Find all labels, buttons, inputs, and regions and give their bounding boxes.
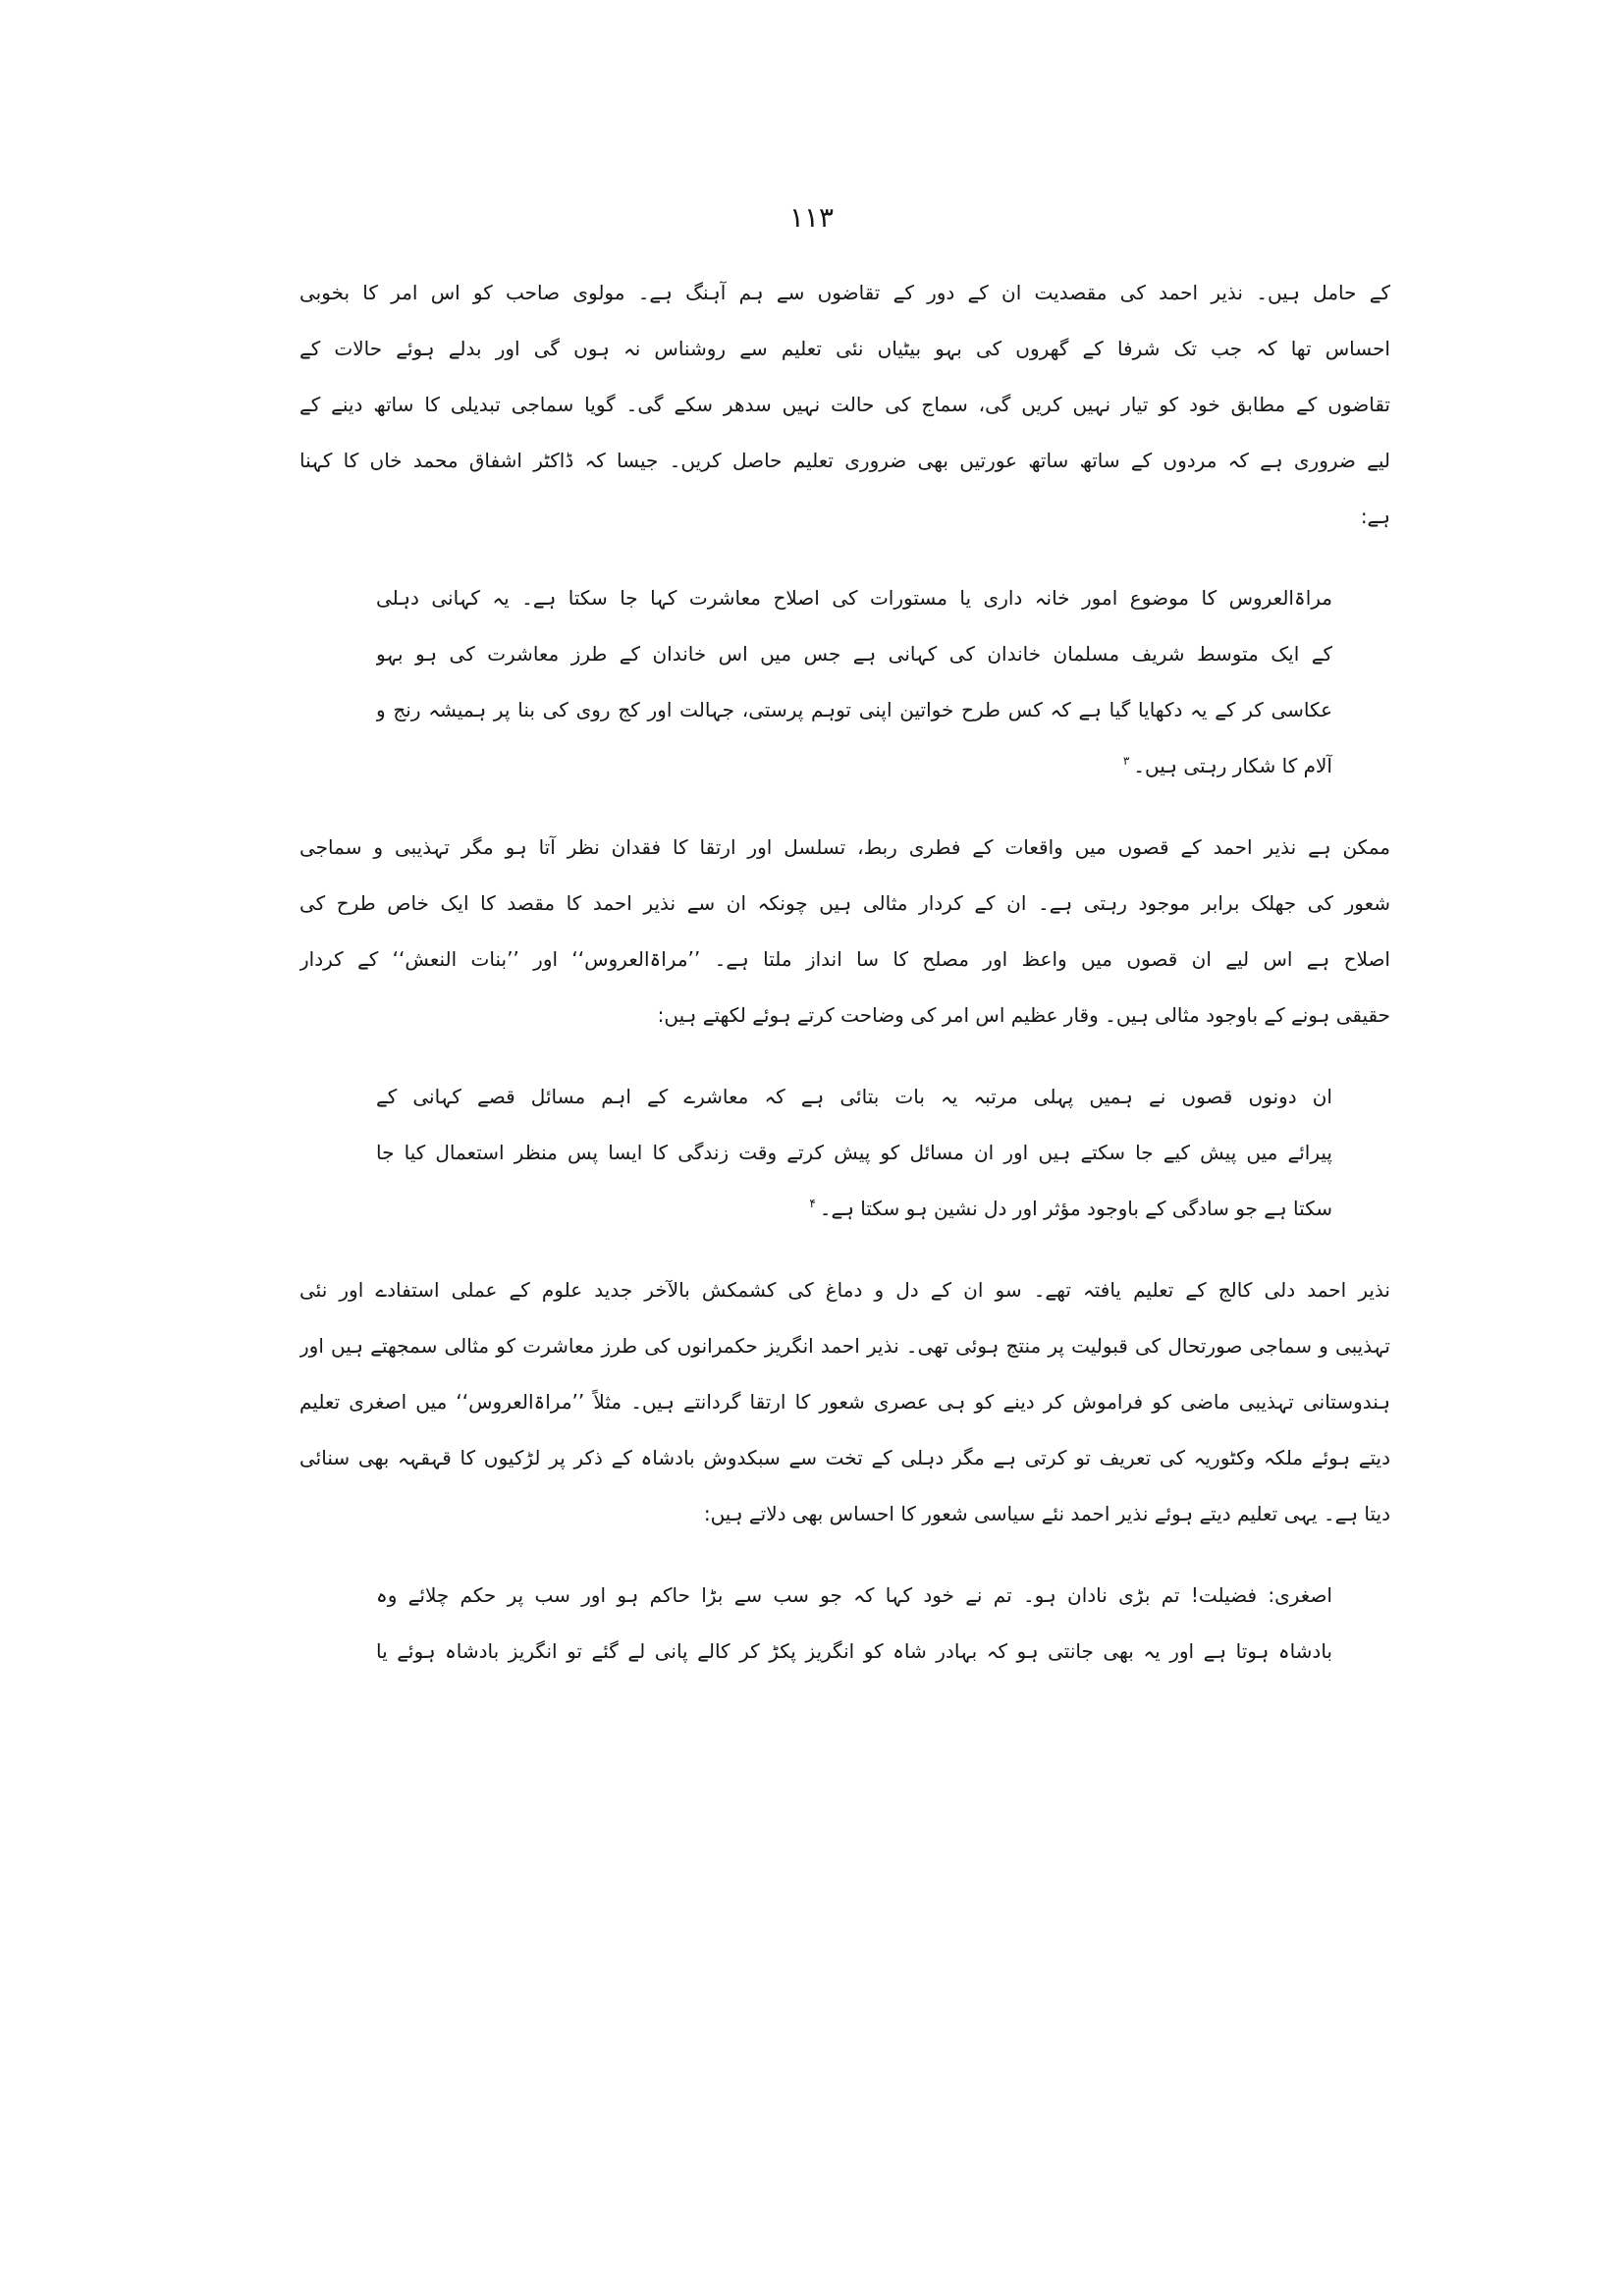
page-number: ۱۱۳ bbox=[788, 201, 835, 234]
page-text bbox=[299, 265, 1390, 1680]
text-line: حقیقی ہونے کے باوجود مثالی ہیں۔ وقار عظیم اس امر کی وضاحت کرتے ہوئے لکھتے ہیں: bbox=[657, 1003, 1390, 1027]
text-line: ان دونوں قصوں نے ہمیں پہلی مرتبہ یہ بات بتائی ہے کہ معاشرے کے اہم مسائل قصے کہانی کے bbox=[376, 1085, 1332, 1108]
paragraph bbox=[299, 265, 1390, 545]
text-line: پیرائے میں پیش کیے جا سکتے ہیں اور ان مسائل کو پیش کرتے وقت زندگی کا ایسا پس منظر استعمال کیا جا bbox=[376, 1141, 1332, 1164]
text-line: کے ایک متوسط شریف مسلمان خاندان کی کہانی ہے جس میں اس خاندان کے طرز معاشرت کی ہو بہو bbox=[376, 642, 1332, 666]
text-line: تہذیبی و سماجی صورتحال کی قبولیت پر منتج ہوئی تھی۔ نذیر احمد انگریز حکمرانوں کی طرز معاشرت کو مثالی سمجھتے ہیں اور bbox=[299, 1334, 1390, 1358]
text-line: شعور کی جھلک برابر موجود رہتی ہے۔ ان کے کردار مثالی ہیں چونکہ ان سے نذیر احمد کا مقصد کا ایک خاص طرح کی bbox=[299, 891, 1390, 915]
text-line: کے حامل ہیں۔ نذیر احمد کی مقصدیت ان کے دور کے تقاضوں سے ہم آہنگ ہے۔ مولوی صاحب کو اس امر کا بخوبی bbox=[299, 281, 1390, 304]
footnote-ref: ۴ bbox=[809, 1196, 816, 1210]
text-line bbox=[376, 1181, 1332, 1237]
text-line: نذیر احمد دلی کالج کے تعلیم یافتہ تھے۔ سو ان کے دل و دماغ کی کشمکش بالآخر جدید علوم کے عملی استفادے اور نئی bbox=[299, 1278, 1390, 1302]
paragraph bbox=[299, 1262, 1390, 1542]
text-line: دیتا ہے۔ یہی تعلیم دیتے ہوئے نذیر احمد نئے سیاسی شعور کا احساس بھی دلاتے ہیں: bbox=[703, 1502, 1390, 1525]
text-line-content: آلام کا شکار رہتی ہیں۔ bbox=[1133, 754, 1332, 777]
text-line: اصغری: فضیلت! تم بڑی نادان ہو۔ تم نے خود کہا کہ جو سب سے بڑا حاکم ہو اور سب پر حکم چلائے وہ bbox=[376, 1583, 1332, 1607]
text-line: دیتے ہوئے ملکہ وکٹوریہ کی تعریف تو کرتی ہے مگر دہلی کے تخت سے سبکدوش بادشاہ کے ذکر پر لڑکیوں کا قہقہہ بھی سنائی bbox=[299, 1446, 1390, 1469]
text-line: عکاسی کر کے یہ دکھایا گیا ہے کہ کس طرح خواتین اپنی توہم پرستی، جہالت اور کج روی کی بنا پر ہمیشہ رنج و bbox=[376, 698, 1332, 721]
text-line: ہے: bbox=[1360, 505, 1390, 528]
text-line: بادشاہ ہوتا ہے اور یہ بھی جانتی ہو کہ بہادر شاہ کو انگریز پکڑ کر کالے پانی لے گئے تو انگریز بادشاہ ہوئے یا bbox=[376, 1639, 1332, 1663]
text-line: ممکن ہے نذیر احمد کے قصوں میں واقعات کے فطری ربط، تسلسل اور ارتقا کا فقدان نظر آتا ہو مگر تہذیبی و سماجی bbox=[299, 835, 1390, 859]
text-line bbox=[376, 738, 1332, 794]
text-line: ہندوستانی تہذیبی ماضی کو فراموش کر دینے کو ہی عصری شعور کا ارتقا گردانتے ہیں۔ مثلاً ’’مراۃالعروس‘‘ میں اصغری تعلیم bbox=[299, 1390, 1390, 1414]
text-line: اصلاح ہے اس لیے ان قصوں میں واعظ اور مصلح کا سا انداز ملتا ہے۔ ’’مراۃالعروس‘‘ اور ’’بنات النعش‘‘ کے کردار bbox=[299, 947, 1390, 971]
block-quote bbox=[299, 1568, 1390, 1680]
text-line: احساس تھا کہ جب تک شرفا کے گھروں کی بہو بیٹیاں نئی تعلیم سے روشناس نہ ہوں گی اور بدلے ہوئے حالات کے bbox=[299, 337, 1390, 360]
text-line: لیے ضروری ہے کہ مردوں کے ساتھ ساتھ عورتیں بھی ضروری تعلیم حاصل کریں۔ جیسا کہ ڈاکٹر اشفاق محمد خاں کا کہنا bbox=[299, 449, 1390, 472]
text-line: تقاضوں کے مطابق خود کو تیار نہیں کریں گی، سماج کی حالت نہیں سدھر سکے گی۔ گویا سماجی تبدیلی کا ساتھ دینے کے bbox=[299, 393, 1390, 416]
text-line-content: سکتا ہے جو سادگی کے باوجود مؤثر اور دل نشین ہو سکتا ہے۔ bbox=[819, 1197, 1332, 1220]
block-quote bbox=[299, 1069, 1390, 1237]
text-line: مراۃالعروس کا موضوع امور خانہ داری یا مستورات کی اصلاح معاشرت کہا جا سکتا ہے۔ یہ کہانی دہلی bbox=[376, 586, 1332, 610]
block-quote bbox=[299, 570, 1390, 794]
paragraph bbox=[299, 820, 1390, 1043]
footnote-ref: ۳ bbox=[1122, 753, 1130, 768]
